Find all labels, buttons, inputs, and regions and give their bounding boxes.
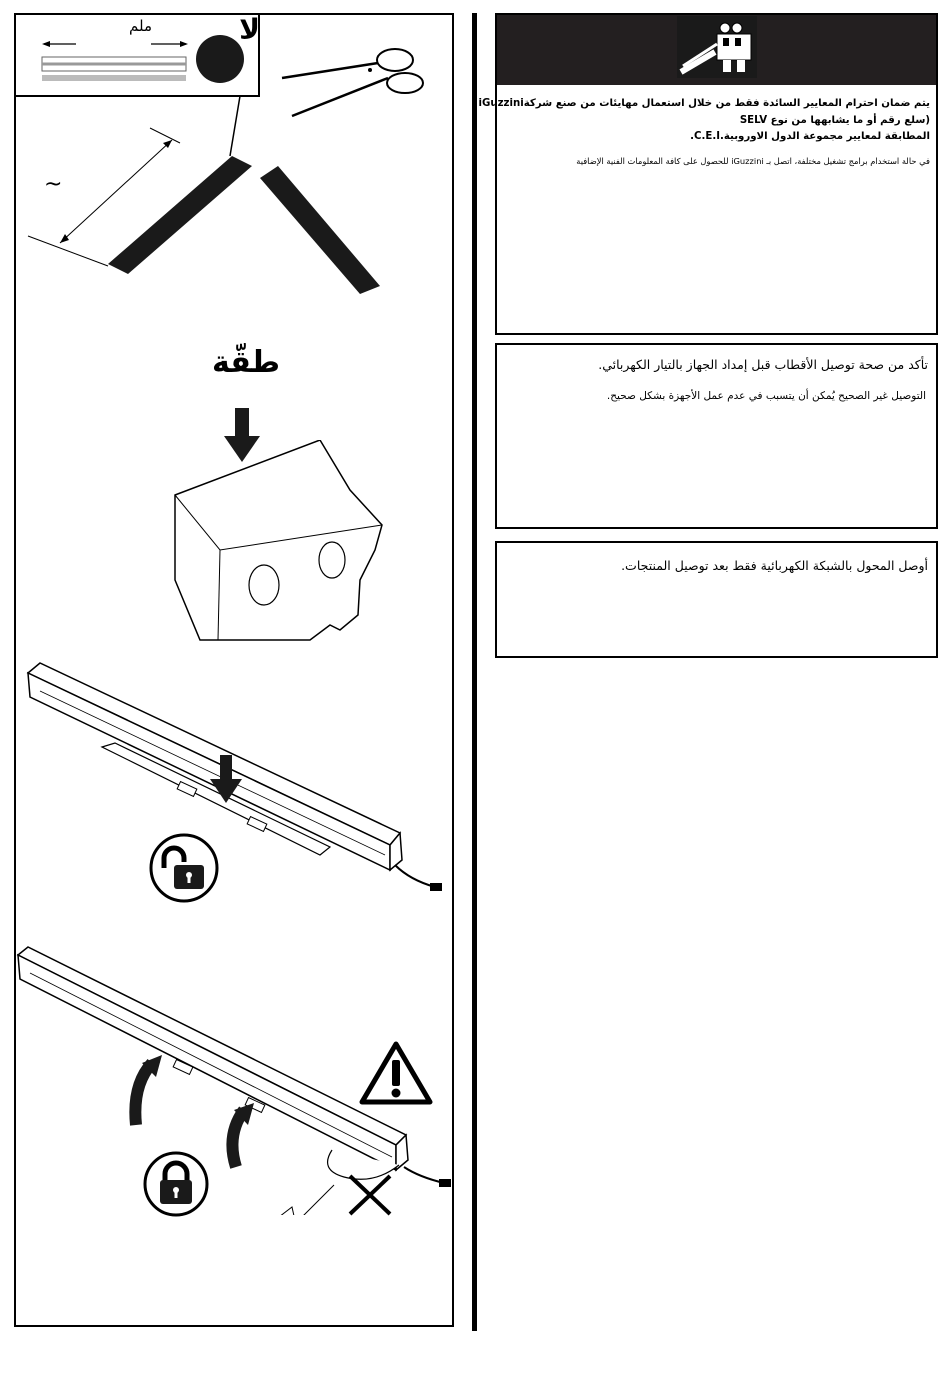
adapter-notice-box	[478, 13, 938, 335]
cross-icon	[346, 1172, 394, 1218]
profile-mounting-drawing	[20, 655, 450, 905]
notice-line-1: يتم ضمان احترام المعايير السائدة فقط من خلال استعمال مهايئات من صنع شركةiGuzzini	[478, 98, 930, 109]
notice-note: في حالة استخدام برامج تشغيل مختلفة، اتصل بـ iGuzzini للحصول على كافة المعلومات الفنية الإضافية	[576, 156, 930, 166]
end-cap-drawing	[160, 440, 400, 645]
polarity-notice-box	[495, 343, 938, 529]
notice-line-3: المطابقة لمعايير مجموعة الدول الاوروبية.C.E.I.	[690, 131, 930, 142]
click-label: طقّة	[211, 345, 280, 380]
mains-notice-box	[495, 541, 938, 658]
strip-cutting-drawing	[20, 38, 450, 308]
notice-line-2: (سلع رقم أو ما يشابهها من نوع SELV	[739, 115, 930, 126]
terminal-block-icon	[677, 16, 757, 78]
polarity-heading: تأكد من صحة توصيل الأقطاب قبل إمداد الجهاز بالتيار الكهربائي.	[598, 357, 928, 372]
polarity-body: التوصيل غير الصحيح يُمكن أن يتسبب في عدم عمل الأجهزة بشكل صحيح.	[606, 390, 926, 402]
forbidden-label: لا	[239, 13, 260, 46]
unit-label: ملم	[129, 17, 152, 35]
scissors-icon	[282, 49, 423, 116]
column-divider	[472, 13, 477, 1331]
mains-body: أوصل المحول بالشبكة الكهربائية فقط بعد توصيل المنتجات.	[621, 558, 928, 573]
approx-symbol: ~	[44, 172, 63, 197]
lock-icon	[142, 1150, 210, 1218]
unlock-icon	[148, 832, 220, 904]
warning-icon	[358, 1040, 434, 1106]
